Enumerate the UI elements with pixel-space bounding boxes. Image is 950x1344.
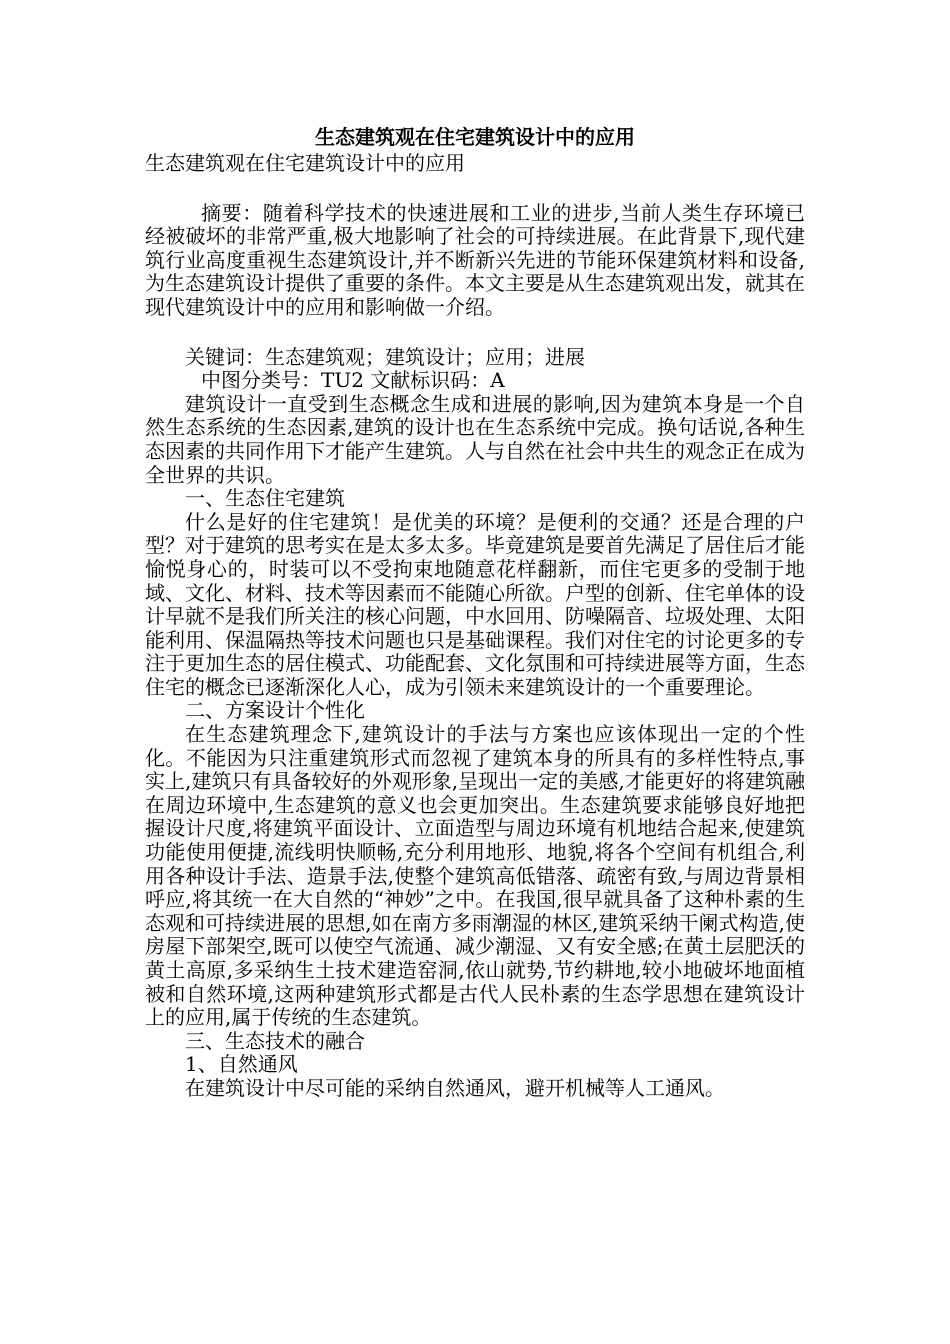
intro-paragraph: 建筑设计一直受到生态概念生成和进展的影响,因为建筑本身是一个自然生态系统的生态因素,建筑的设计也在生态系统中完成。换句话说,各种生态因素的共同作用下才能产生建筑。人与自然在社会中共生的观念正在成为全世界的共识。 [145,391,805,487]
document-subtitle: 生态建筑观在住宅建筑设计中的应用 [145,151,465,175]
document-title: 生态建筑观在住宅建筑设计中的应用 [315,125,635,149]
blank-line [145,176,805,202]
document-page [145,122,805,1101]
keywords-line: 关键词：生态建筑观；建筑设计；应用；进展 [185,344,585,369]
blank-line [145,320,805,346]
subsection-body-1: 在建筑设计中尽可能的采纳自然通风，避开机械等人工通风。 [185,1075,725,1100]
section-body-2: 在生态建筑理念下,建筑设计的手法与方案也应该体现出一定的个性化。不能因为只注重建筑形式而忽视了建筑本身的所具有的多样性特点,事实上,建筑只有具备较好的外观形象,呈现出一定的美感,才能更好的将建筑融在周边环境中,生态建筑的意义也会更加突出。生态建筑要求能够良好地把握设计尺度,将建筑平面设计、立面造型与周边环境有机地结合起来,使建筑功能使用便捷,流线明快顺畅,充分利用地形、地貌,将各个空间有机组合,利用各种设计手法、造景手法,使整个建筑高低错落、疏密有致,与周边背景相呼应,将其统一在大自然的“神妙”之中。在我国,很早就具备了这种朴素的生态观和可持续进展的思想,如在南方多雨潮湿的林区,建筑采纳干阑式构造,使房屋下部架空,既可以使空气流通、减少潮湿、又有安全感;在黄土层肥沃的黄土高原,多采纳生土技术建造窑洞,依山就势,节约耕地,较小地破坏地面植被和自然环境,这两种建筑形式都是古代人民朴素的生态学思想在建筑设计上的应用,属于传统的生态建筑。 [145,722,805,1030]
section-body-1: 什么是好的住宅建筑！是优美的环境？是便利的交通？还是合理的户型？对于建筑的思考实在是太多太多。毕竟建筑是要首先满足了居住后才能愉悦身心的，时装可以不受拘束地随意花样翻新，而住宅更多的受制于地域、文化、材料、技术等因素而不能随心所欲。户型的创新、住宅单体的设计早就不是我们所关注的核心问题，中水回用、防噪隔音、垃圾处理、太阳能利用、保温隔热等技术问题也只是基础课程。我们对住宅的讨论更多的专注于更加生态的居住模式、功能配套、文化氛围和可持续进展等方面，生态住宅的概念已逐渐深化人心，成为引领未来建筑设计的一个重要理论。 [145,509,805,699]
abstract-paragraph: 摘要：随着科学技术的快速进展和工业的进步,当前人类生存环境已经被破坏的非常严重,极大地影响了社会的可持续进展。在此背景下,现代建筑行业高度重视生态建筑设计,并不断新兴先进的节能环保建筑材料和设备,为生态建筑设计提供了重要的条件。本文主要是从生态建筑观出发，就其在现代建筑设计中的应用和影响做一介绍。 [145,200,805,319]
section-heading-3: 三、生态技术的融合 [185,1028,365,1053]
section-heading-2: 二、方案设计个性化 [185,698,365,723]
classification-line: 中图分类号：TU2 文献标识码：A [201,368,505,393]
subsection-heading-1: 1、自然通风 [185,1052,298,1077]
section-heading-1: 一、生态住宅建筑 [185,486,345,511]
